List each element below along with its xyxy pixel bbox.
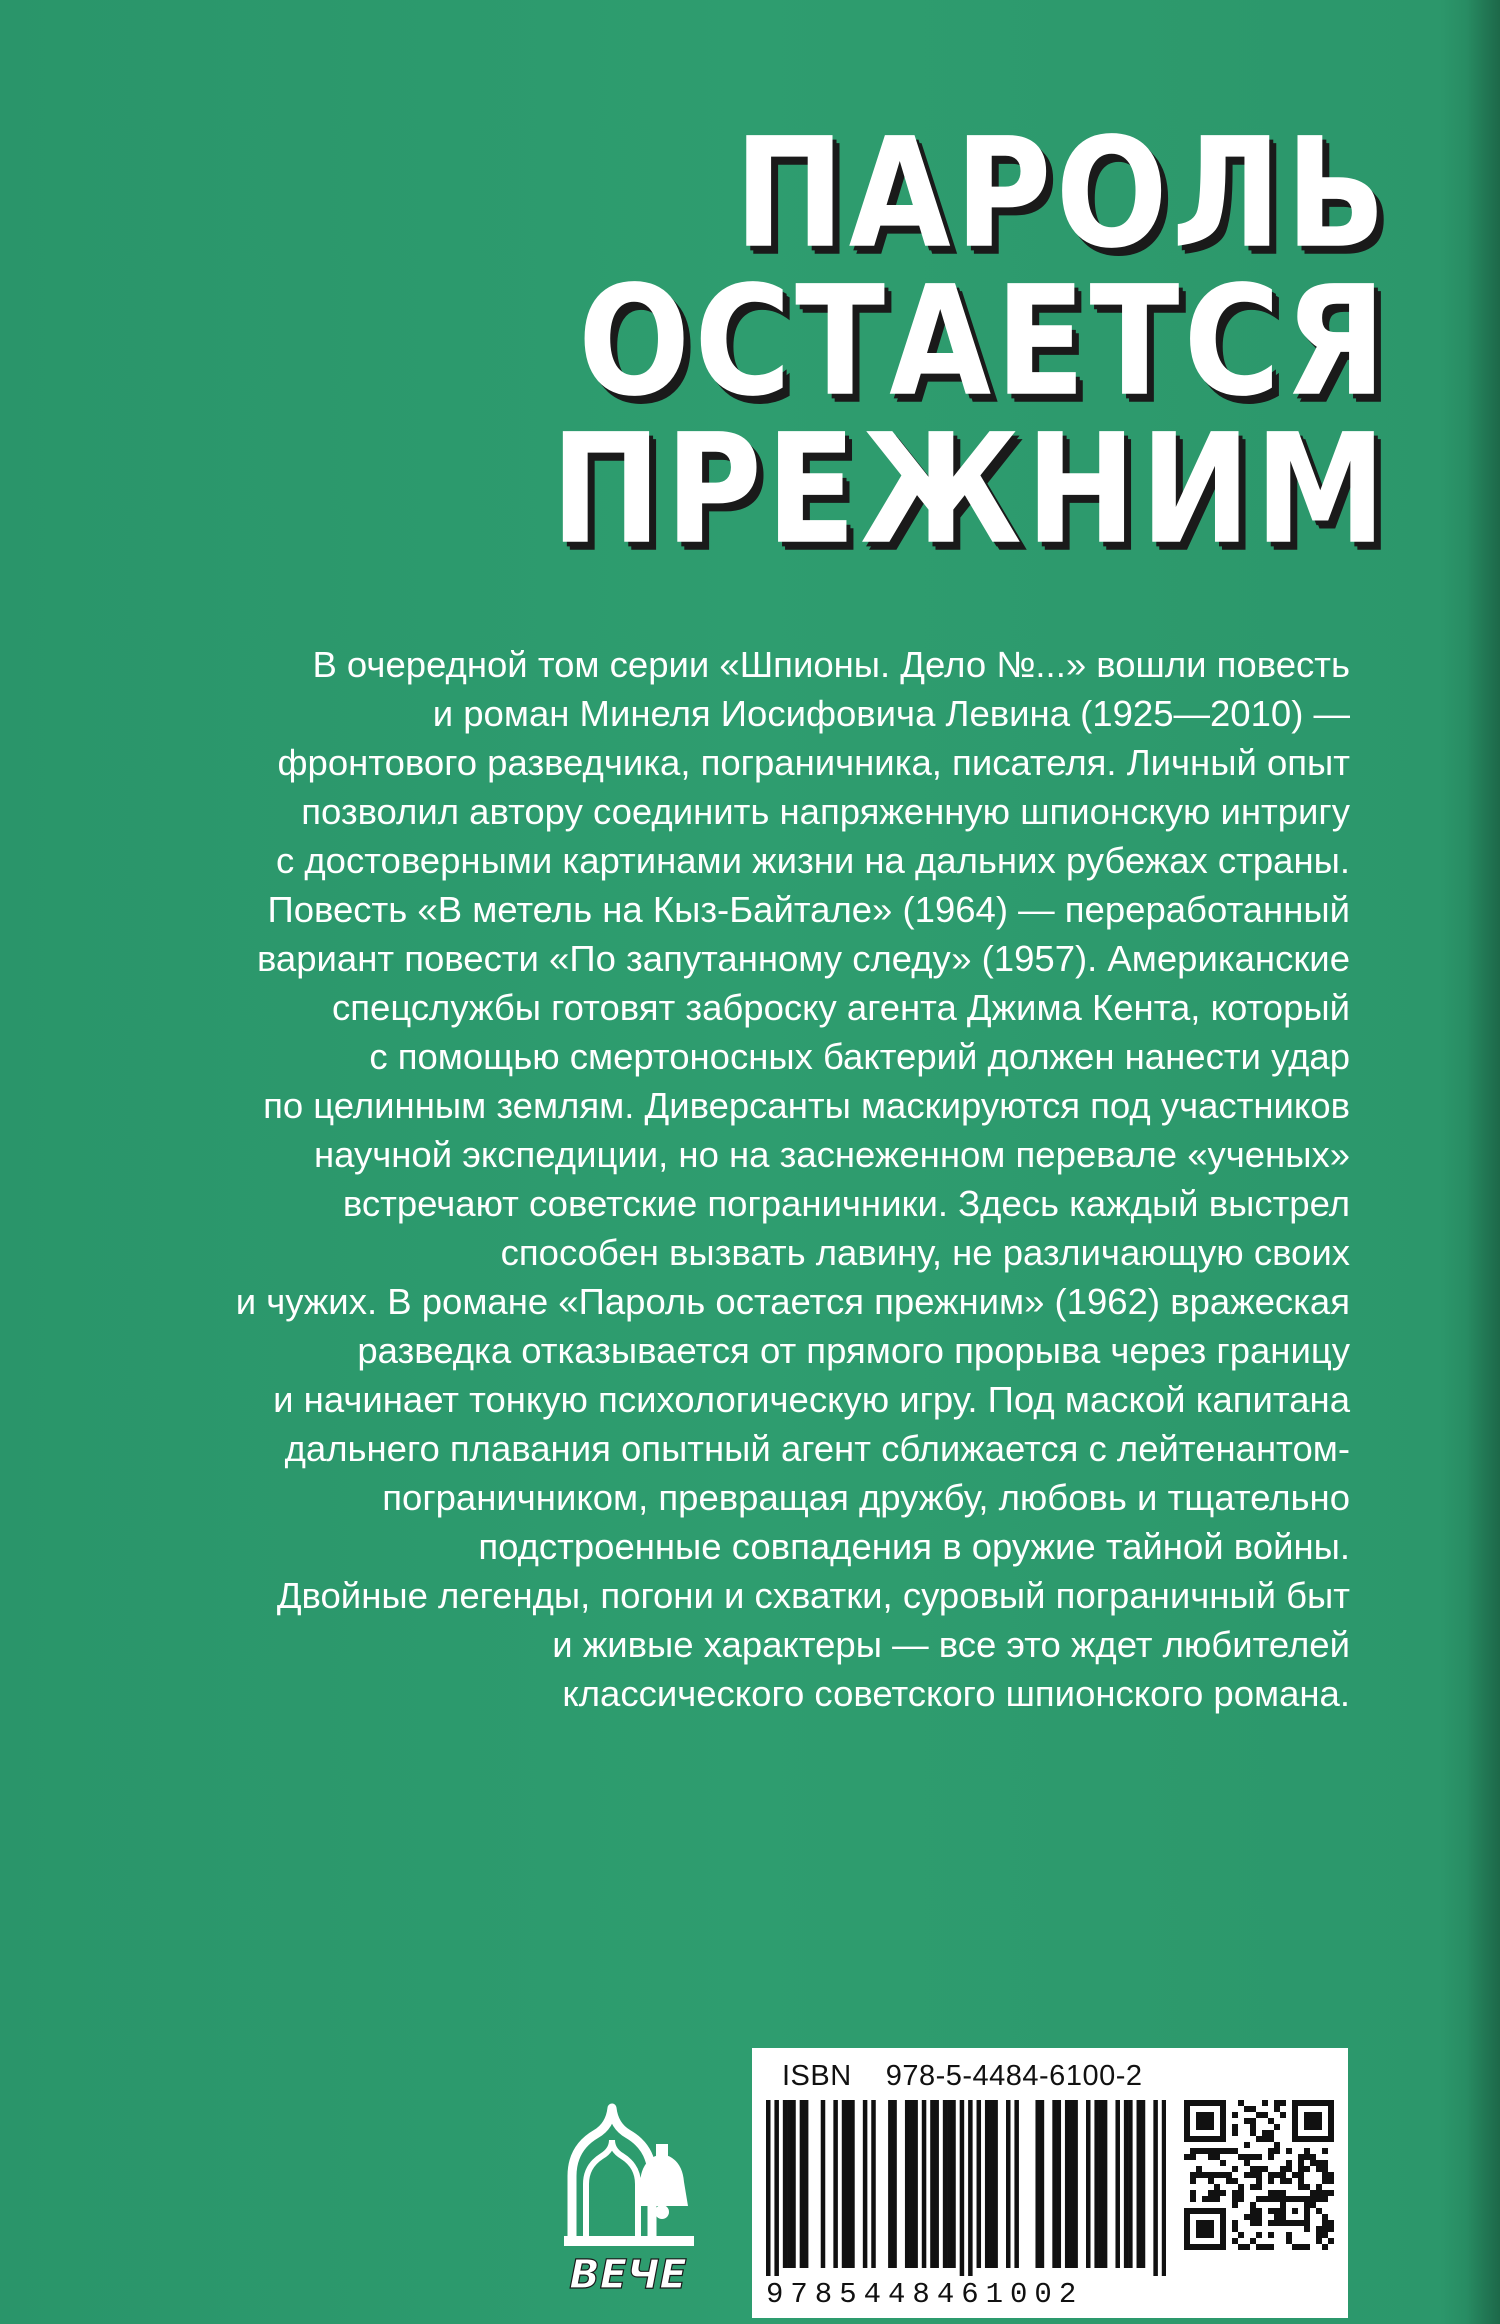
qr-module	[1244, 2244, 1250, 2250]
annotation-line: классического советского шпионского романа.	[562, 1673, 1350, 1714]
qr-module	[1232, 2148, 1238, 2154]
barcode-bar	[1141, 2100, 1146, 2268]
qr-module	[1190, 2154, 1196, 2160]
qr-module	[1316, 2208, 1322, 2214]
publisher-logo	[556, 2088, 706, 2298]
qr-module	[1268, 2244, 1274, 2250]
qr-module	[1268, 2178, 1274, 2184]
barcode-bar	[892, 2100, 897, 2268]
barcode-bar	[913, 2100, 918, 2268]
qr-module	[1262, 2166, 1268, 2172]
qr-module	[1322, 2166, 1328, 2172]
qr-module	[1208, 2190, 1214, 2196]
annotation-line: и живые характеры — все это ждет любителей	[552, 1624, 1350, 1665]
qr-module	[1232, 2238, 1238, 2244]
qr-module	[1322, 2178, 1328, 2184]
qr-module	[1286, 2148, 1292, 2154]
barcode-bar	[850, 2100, 855, 2268]
qr-module	[1268, 2190, 1274, 2196]
annotation-line: фронтового разведчика, пограничника, писателя. Личный опыт	[277, 742, 1350, 783]
qr-module	[1268, 2196, 1274, 2202]
qr-module	[1316, 2226, 1322, 2232]
qr-module	[1250, 2124, 1256, 2130]
barcode-bar	[766, 2100, 771, 2276]
qr-module	[1328, 2220, 1334, 2226]
barcode-bar	[1040, 2100, 1045, 2268]
qr-module	[1250, 2214, 1256, 2220]
qr-module	[1244, 2172, 1250, 2178]
qr-module	[1232, 2112, 1238, 2118]
qr-module	[1244, 2142, 1250, 2148]
qr-module	[1304, 2184, 1310, 2190]
qr-module	[1274, 2124, 1280, 2130]
qr-module	[1250, 2118, 1256, 2124]
qr-module	[1256, 2172, 1262, 2178]
barcode-bar	[842, 2100, 847, 2268]
annotation-line: встречают советские пограничники. Здесь каждый выстрел	[342, 1183, 1350, 1224]
qr-module	[1226, 2178, 1232, 2184]
qr-module	[1202, 2148, 1208, 2154]
qr-module	[1268, 2172, 1274, 2178]
qr-module	[1232, 2178, 1238, 2184]
qr-module	[1322, 2196, 1328, 2202]
barcode-bar	[1128, 2100, 1133, 2268]
qr-module	[1256, 2208, 1262, 2214]
qr-module	[1250, 2238, 1256, 2244]
qr-module	[1190, 2172, 1196, 2178]
qr-module	[1208, 2196, 1214, 2202]
barcode-bar	[922, 2100, 927, 2268]
title-line-2: ОСТАЕТСЯ	[577, 253, 1390, 431]
qr-module	[1244, 2154, 1250, 2160]
qr-module	[1268, 2220, 1274, 2226]
qr-module	[1304, 2154, 1310, 2160]
qr-module	[1322, 2148, 1328, 2154]
qr-module	[1232, 2226, 1238, 2232]
qr-module	[1220, 2148, 1226, 2154]
barcode-bar	[800, 2100, 805, 2268]
qr-module	[1298, 2160, 1304, 2166]
qr-module	[1232, 2124, 1238, 2130]
qr-module	[1256, 2184, 1262, 2190]
isbn-barcode-box	[752, 2048, 1348, 2318]
annotation-line: пограничником, превращая дружбу, любовь и тщательно	[382, 1477, 1350, 1518]
qr-module	[1250, 2220, 1256, 2226]
qr-module	[1226, 2148, 1232, 2154]
annotation-line: позволил автору соединить напряженную шпионскую интригу	[301, 791, 1350, 832]
qr-module	[1280, 2172, 1286, 2178]
annotation-line: вариант повести «По запутанному следу» (1957). Американские	[256, 938, 1350, 979]
qr-module	[1310, 2196, 1316, 2202]
qr-module	[1268, 2232, 1274, 2238]
qr-module	[1286, 2238, 1292, 2244]
qr-module	[1286, 2166, 1292, 2172]
annotation-line: разведка отказывается от прямого прорыва через границу	[357, 1330, 1350, 1371]
qr-module	[1322, 2160, 1328, 2166]
qr-module	[1232, 2166, 1238, 2172]
qr-module	[1256, 2136, 1262, 2142]
barcode-bar	[960, 2100, 965, 2276]
barcode-bar	[783, 2100, 788, 2268]
barcode-bar	[871, 2100, 876, 2268]
qr-module	[1244, 2160, 1250, 2166]
qr-module	[1280, 2190, 1286, 2196]
qr-module	[1238, 2196, 1244, 2202]
qr-module	[1268, 2148, 1274, 2154]
barcode-bar	[1153, 2100, 1158, 2276]
barcode-bar	[846, 2100, 851, 2268]
qr-module	[1322, 2244, 1328, 2250]
qr-module	[1256, 2112, 1262, 2118]
qr-module	[1250, 2208, 1256, 2214]
qr-module	[1238, 2184, 1244, 2190]
qr-module	[1250, 2172, 1256, 2178]
barcode-bar	[985, 2100, 990, 2268]
qr-module	[1256, 2154, 1262, 2160]
isbn-label	[782, 2060, 1143, 2093]
qr-module	[1256, 2196, 1262, 2202]
qr-module	[1220, 2160, 1226, 2166]
qr-module	[1232, 2196, 1238, 2202]
barcode-bar	[909, 2100, 914, 2268]
qr-module	[1202, 2172, 1208, 2178]
qr-module	[1214, 2148, 1220, 2154]
qr-module	[1256, 2232, 1262, 2238]
barcode-bar	[791, 2100, 796, 2268]
qr-module	[1214, 2190, 1220, 2196]
qr-module	[1280, 2166, 1286, 2172]
annotation-line: подстроенные совпадения в оружие тайной войны.	[478, 1526, 1350, 1567]
barcode-bar	[804, 2100, 809, 2268]
qr-module	[1322, 2226, 1328, 2232]
qr-module	[1232, 2202, 1238, 2208]
qr-module	[1298, 2178, 1304, 2184]
qr-module	[1262, 2130, 1268, 2136]
ean-barcode-icon	[766, 2100, 1166, 2276]
qr-module	[1238, 2154, 1244, 2160]
qr-module	[1322, 2220, 1328, 2226]
qr-module	[1190, 2190, 1196, 2196]
qr-module	[1280, 2178, 1286, 2184]
barcode-bar	[1094, 2100, 1099, 2268]
qr-module	[1184, 2154, 1190, 2160]
qr-module	[1208, 2172, 1214, 2178]
isbn-prefix: ISBN	[782, 2060, 852, 2092]
qr-module	[1292, 2208, 1298, 2214]
qr-module	[1286, 2178, 1292, 2184]
qr-module	[1214, 2172, 1220, 2178]
annotation-line: и роман Минеля Иосифовича Левина (1925—2010) —	[432, 693, 1350, 734]
qr-module	[1322, 2190, 1328, 2196]
qr-module	[1250, 2106, 1256, 2112]
svg-text:ВЕЧЕ: ВЕЧЕ	[569, 2252, 687, 2298]
qr-module	[1280, 2112, 1286, 2118]
qr-module	[1268, 2208, 1274, 2214]
qr-module	[1220, 2190, 1226, 2196]
qr-module	[1238, 2244, 1244, 2250]
annotation-line: с достоверными картинами жизни на дальних рубежах страны.	[275, 840, 1350, 881]
cover-edge-shadow	[1466, 0, 1500, 2324]
qr-module	[1220, 2172, 1226, 2178]
qr-module	[1202, 2196, 1208, 2202]
qr-module	[1196, 2220, 1214, 2238]
qr-module	[1262, 2244, 1268, 2250]
barcode-bar	[1099, 2100, 1104, 2268]
qr-module	[1214, 2196, 1220, 2202]
qr-module	[1196, 2148, 1202, 2154]
qr-module	[1298, 2166, 1304, 2172]
barcode-bar	[905, 2100, 910, 2268]
barcode-bar	[989, 2100, 994, 2268]
qr-module	[1256, 2166, 1262, 2172]
barcode-bar	[1086, 2100, 1091, 2268]
qr-module	[1274, 2106, 1280, 2112]
qr-module	[1238, 2232, 1244, 2238]
annotation-line: научной экспедиции, но на заснеженном перевале «ученых»	[313, 1134, 1350, 1175]
qr-module	[1262, 2100, 1268, 2106]
qr-module	[1190, 2148, 1196, 2154]
qr-module	[1298, 2172, 1304, 2178]
annotation-line: дальнего плавания опытный агент сближается с лейтенантом-	[284, 1428, 1350, 1469]
barcode-bar	[934, 2100, 939, 2268]
qr-module	[1316, 2196, 1322, 2202]
qr-module	[1310, 2190, 1316, 2196]
barcode-bar	[1162, 2100, 1166, 2276]
qr-module	[1256, 2214, 1262, 2220]
qr-module	[1238, 2190, 1244, 2196]
qr-code-icon	[1184, 2100, 1334, 2250]
barcode-bar	[947, 2100, 952, 2268]
barcode-bar	[1035, 2100, 1040, 2268]
book-title	[430, 105, 1390, 579]
qr-module	[1316, 2238, 1322, 2244]
qr-module	[1328, 2172, 1334, 2178]
qr-module	[1316, 2160, 1322, 2166]
qr-module	[1256, 2220, 1262, 2226]
qr-module	[1238, 2100, 1244, 2106]
qr-module	[1232, 2220, 1238, 2226]
qr-module	[1268, 2136, 1274, 2142]
barcode-bar	[993, 2100, 998, 2268]
barcode-bar	[774, 2100, 779, 2276]
qr-module	[1322, 2214, 1328, 2220]
qr-module	[1274, 2172, 1280, 2178]
qr-module	[1316, 2166, 1322, 2172]
annotation-line: с помощью смертоносных бактерий должен нанести удар	[369, 1036, 1350, 1077]
qr-module	[1262, 2136, 1268, 2142]
qr-module	[1328, 2226, 1334, 2232]
qr-module	[1274, 2220, 1280, 2226]
qr-module	[1316, 2232, 1322, 2238]
barcode-bar	[930, 2100, 935, 2268]
qr-module	[1250, 2184, 1256, 2190]
qr-module	[1310, 2160, 1316, 2166]
barcode-bar	[977, 2100, 982, 2268]
qr-module	[1268, 2130, 1274, 2136]
qr-module	[1274, 2148, 1280, 2154]
barcode-bar	[1137, 2100, 1142, 2268]
qr-module	[1256, 2178, 1262, 2184]
qr-module	[1304, 2226, 1310, 2232]
qr-module	[1316, 2190, 1322, 2196]
qr-module	[1286, 2232, 1292, 2238]
qr-module	[1250, 2202, 1256, 2208]
barcode-bar	[1069, 2100, 1074, 2268]
annotation-line: и начинает тонкую психологическую игру. Под маской капитана	[273, 1379, 1350, 1420]
barcode-bar	[968, 2100, 973, 2276]
qr-module	[1196, 2166, 1202, 2172]
annotation-line: Двойные легенды, погони и схватки, суровый пограничный быт	[276, 1575, 1350, 1616]
ean-digits: 9785448461002	[766, 2278, 1084, 2311]
annotation-line: и чужих. В романе «Пароль остается прежним» (1962) вражеская	[235, 1281, 1350, 1322]
qr-module	[1292, 2244, 1298, 2250]
qr-module	[1274, 2208, 1280, 2214]
qr-module	[1322, 2232, 1328, 2238]
qr-module	[1328, 2238, 1334, 2244]
qr-module	[1190, 2196, 1196, 2202]
qr-module	[1310, 2202, 1316, 2208]
isbn-number: 978-5-4484-6100-2	[885, 2060, 1143, 2092]
qr-module	[1268, 2154, 1274, 2160]
barcode-bar	[1006, 2100, 1011, 2268]
qr-module	[1286, 2160, 1292, 2166]
qr-module	[1190, 2178, 1196, 2184]
title-line-1: ПАРОЛЬ	[734, 105, 1390, 283]
barcode-bar	[821, 2100, 826, 2268]
qr-module	[1292, 2172, 1298, 2178]
qr-module	[1250, 2154, 1256, 2160]
barcode-bar	[951, 2100, 956, 2268]
qr-module	[1268, 2118, 1274, 2124]
qr-module	[1196, 2172, 1202, 2178]
qr-module	[1196, 2112, 1214, 2130]
qr-module	[1328, 2178, 1334, 2184]
barcode-bar	[1115, 2100, 1120, 2268]
barcode-bar	[1014, 2100, 1019, 2268]
barcode-bar	[833, 2100, 838, 2268]
qr-module	[1244, 2214, 1250, 2220]
qr-module	[1232, 2190, 1238, 2196]
qr-module	[1274, 2100, 1280, 2106]
qr-module	[1274, 2190, 1280, 2196]
barcode-bar	[1073, 2100, 1078, 2268]
qr-module	[1274, 2214, 1280, 2220]
barcode-bar	[1052, 2100, 1057, 2268]
qr-module	[1304, 2112, 1322, 2130]
qr-module	[1298, 2184, 1304, 2190]
qr-module	[1304, 2166, 1310, 2172]
qr-module	[1304, 2244, 1310, 2250]
qr-module	[1274, 2142, 1280, 2148]
qr-module	[1328, 2190, 1334, 2196]
qr-module	[1226, 2172, 1232, 2178]
title-line-3: ПРЕЖНИМ	[550, 401, 1390, 579]
barcode-bar	[1103, 2100, 1108, 2268]
annotation-text	[150, 640, 1350, 1718]
qr-module	[1256, 2244, 1262, 2250]
barcode-bar	[1065, 2100, 1070, 2268]
qr-module	[1244, 2118, 1250, 2124]
qr-module	[1208, 2154, 1214, 2160]
qr-module	[1262, 2196, 1268, 2202]
annotation-line: способен вызвать лавину, не различающую своих	[500, 1232, 1350, 1273]
qr-module	[1304, 2148, 1310, 2154]
qr-module	[1274, 2196, 1280, 2202]
qr-module	[1298, 2244, 1304, 2250]
qr-module	[1262, 2112, 1268, 2118]
qr-module	[1298, 2154, 1304, 2160]
qr-module	[1208, 2148, 1214, 2154]
barcode-bar	[1057, 2100, 1062, 2268]
qr-module	[1316, 2184, 1322, 2190]
barcode-bar	[888, 2100, 893, 2268]
qr-module	[1250, 2130, 1256, 2136]
annotation-line: В очередной том серии «Шпионы. Дело №...» вошли повесть	[312, 644, 1350, 685]
qr-module	[1280, 2100, 1286, 2106]
qr-module	[1250, 2166, 1256, 2172]
qr-module	[1244, 2106, 1250, 2112]
barcode-bar	[1124, 2100, 1129, 2268]
annotation-line: спецслужбы готовят заброску агента Джима Кента, который	[332, 987, 1350, 1028]
qr-module	[1208, 2178, 1214, 2184]
annotation-line: по целинным землям. Диверсанты маскируются под участников	[263, 1085, 1350, 1126]
barcode-bar	[943, 2100, 948, 2268]
barcode-bar	[863, 2100, 868, 2268]
qr-module	[1214, 2154, 1220, 2160]
annotation-line: Повесть «В метель на Кыз-Байтале» (1964) — переработанный	[267, 889, 1350, 930]
barcode-bar	[787, 2100, 792, 2268]
qr-module	[1232, 2130, 1238, 2136]
qr-module	[1322, 2172, 1328, 2178]
qr-module	[1310, 2154, 1316, 2160]
qr-module	[1214, 2184, 1220, 2190]
veche-logo-icon	[556, 2088, 706, 2298]
